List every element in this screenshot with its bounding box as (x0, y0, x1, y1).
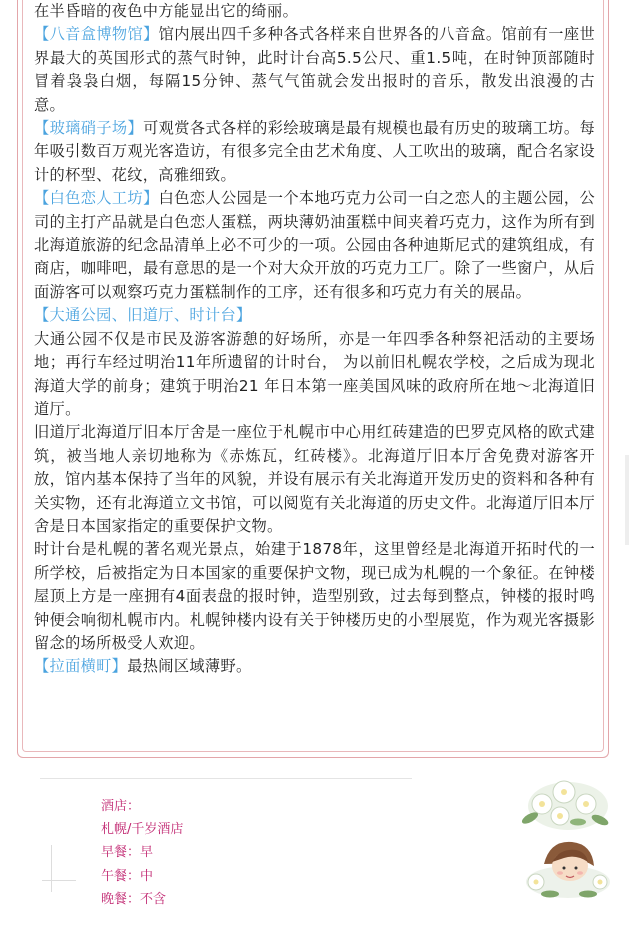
hotel-label: 酒店： (101, 799, 141, 814)
scroll-edge-mark (625, 455, 629, 545)
flower-bouquet-icon (520, 781, 610, 830)
glass-text: 可观赏各式各样的彩绘玻璃是最有规模也最有历史的玻璃工坊。每年吸引数百万观光客造访，有很多完全由艺术角度、人工吹出的玻璃，配合名家设计的杯型、花纹，高雅细致。 (34, 119, 595, 184)
dinner-info: 晚餐：不含 (101, 891, 167, 907)
odori-heading: 【大通公园、旧道厅、时计台】 (34, 306, 252, 325)
music-box-heading: 【八音盒博物馆】 (34, 25, 159, 44)
lunch-info: 午餐：中 (101, 868, 154, 884)
breakfast-info: 早餐：早 (101, 845, 154, 861)
odori-paragraph-2: 旧道厅北海道厅旧本厅舍是一座位于札幌市中心用红砖建造的巴罗克风格的欧式建筑，被当地人亲切地称为《赤炼瓦，红砖楼》。北海道厅旧本厅舍免费对游客开放，馆内基本保持了当年的风貌，并设有展示有关北海道开发历史的资料和各种有关实物，还有北海道立文书馆，可以阅览有关北海道的历史文件。北海道厅旧本厅舍是日本国家指定的重要保护文物。 (34, 423, 595, 535)
article-body (34, 0, 595, 679)
section-ramen (34, 655, 595, 678)
itinerary-info (101, 795, 183, 911)
shiroi-text: 白色恋人公园是一个本地巧克力公司一白之恋人的主题公园，公司的主打产品就是白色恋人蛋糕，两块薄奶油蛋糕中间夹着巧克力，这作为所有到北海道旅游的纪念品清单上必不可少的一项。公园由各种迪斯尼式的建筑组成，有商店，咖啡吧，最有意思的是一个对大众开放的巧克力工厂。除了一些窗户，从后面游客可以观察巧克力蛋糕制作的工序，还有很多和巧克力有关的展品。 (34, 189, 595, 301)
flower-girl-illustration (520, 778, 612, 902)
section-shiroi (34, 187, 595, 304)
ramen-text: 最热闹区域薄野。 (127, 657, 252, 676)
hotel-name: 札幌/千岁酒店 (101, 822, 184, 838)
intro-tail: 在半昏暗的夜色中方能显出它的绮丽。 (34, 2, 299, 20)
odori-paragraph-3: 时计台是札幌的著名观光景点，始建于1878年，这里曾经是北海道开拓时代的一所学校，后被指定为日本国家的重要保护文物，现已成为札幌的一个象征。在钟楼屋顶上方是一座拥有4面表盘的报时钟，造型别致，过去每到整点，钟楼的报时鸣钟便会响彻札幌市内。札幌钟楼内设有关于钟楼历史的小型展览，作为观光客摄影留念的场所极受人欢迎。 (34, 540, 595, 652)
shiroi-heading: 【白色恋人工坊】 (34, 189, 159, 208)
corner-deco-vertical (51, 845, 52, 892)
music-box-text: 馆内展出四千多种各式各样来自世界各的八音盒。馆前有一座世界最大的英国形式的蒸气时钟，此时计台高5.5公尺、重1.5吨，在时钟顶部随时冒着袅袅白烟，每隔15分钟、蒸气气笛就会发出报时的音乐，散发出浪漫的古意。 (34, 25, 595, 114)
ramen-heading: 【拉面横町】 (34, 657, 128, 676)
section-music-box (34, 23, 595, 117)
glass-heading: 【玻璃硝子场】 (34, 119, 144, 138)
girl-icon (526, 842, 610, 898)
separator-line (40, 778, 412, 779)
odori-paragraph-1: 大通公园不仅是市民及游客游憩的好场所，亦是一年四季各种祭祀活动的主要场地；再行车经过明治11年所遗留的计时台， 为以前旧札幌农学校，之后成为现北海道大学的前身；建筑于明治21 年日本第一座美国风味的政府所在地～北海道旧道厅。 (34, 329, 595, 418)
section-glass (34, 117, 595, 187)
corner-deco-horizontal (42, 880, 76, 881)
